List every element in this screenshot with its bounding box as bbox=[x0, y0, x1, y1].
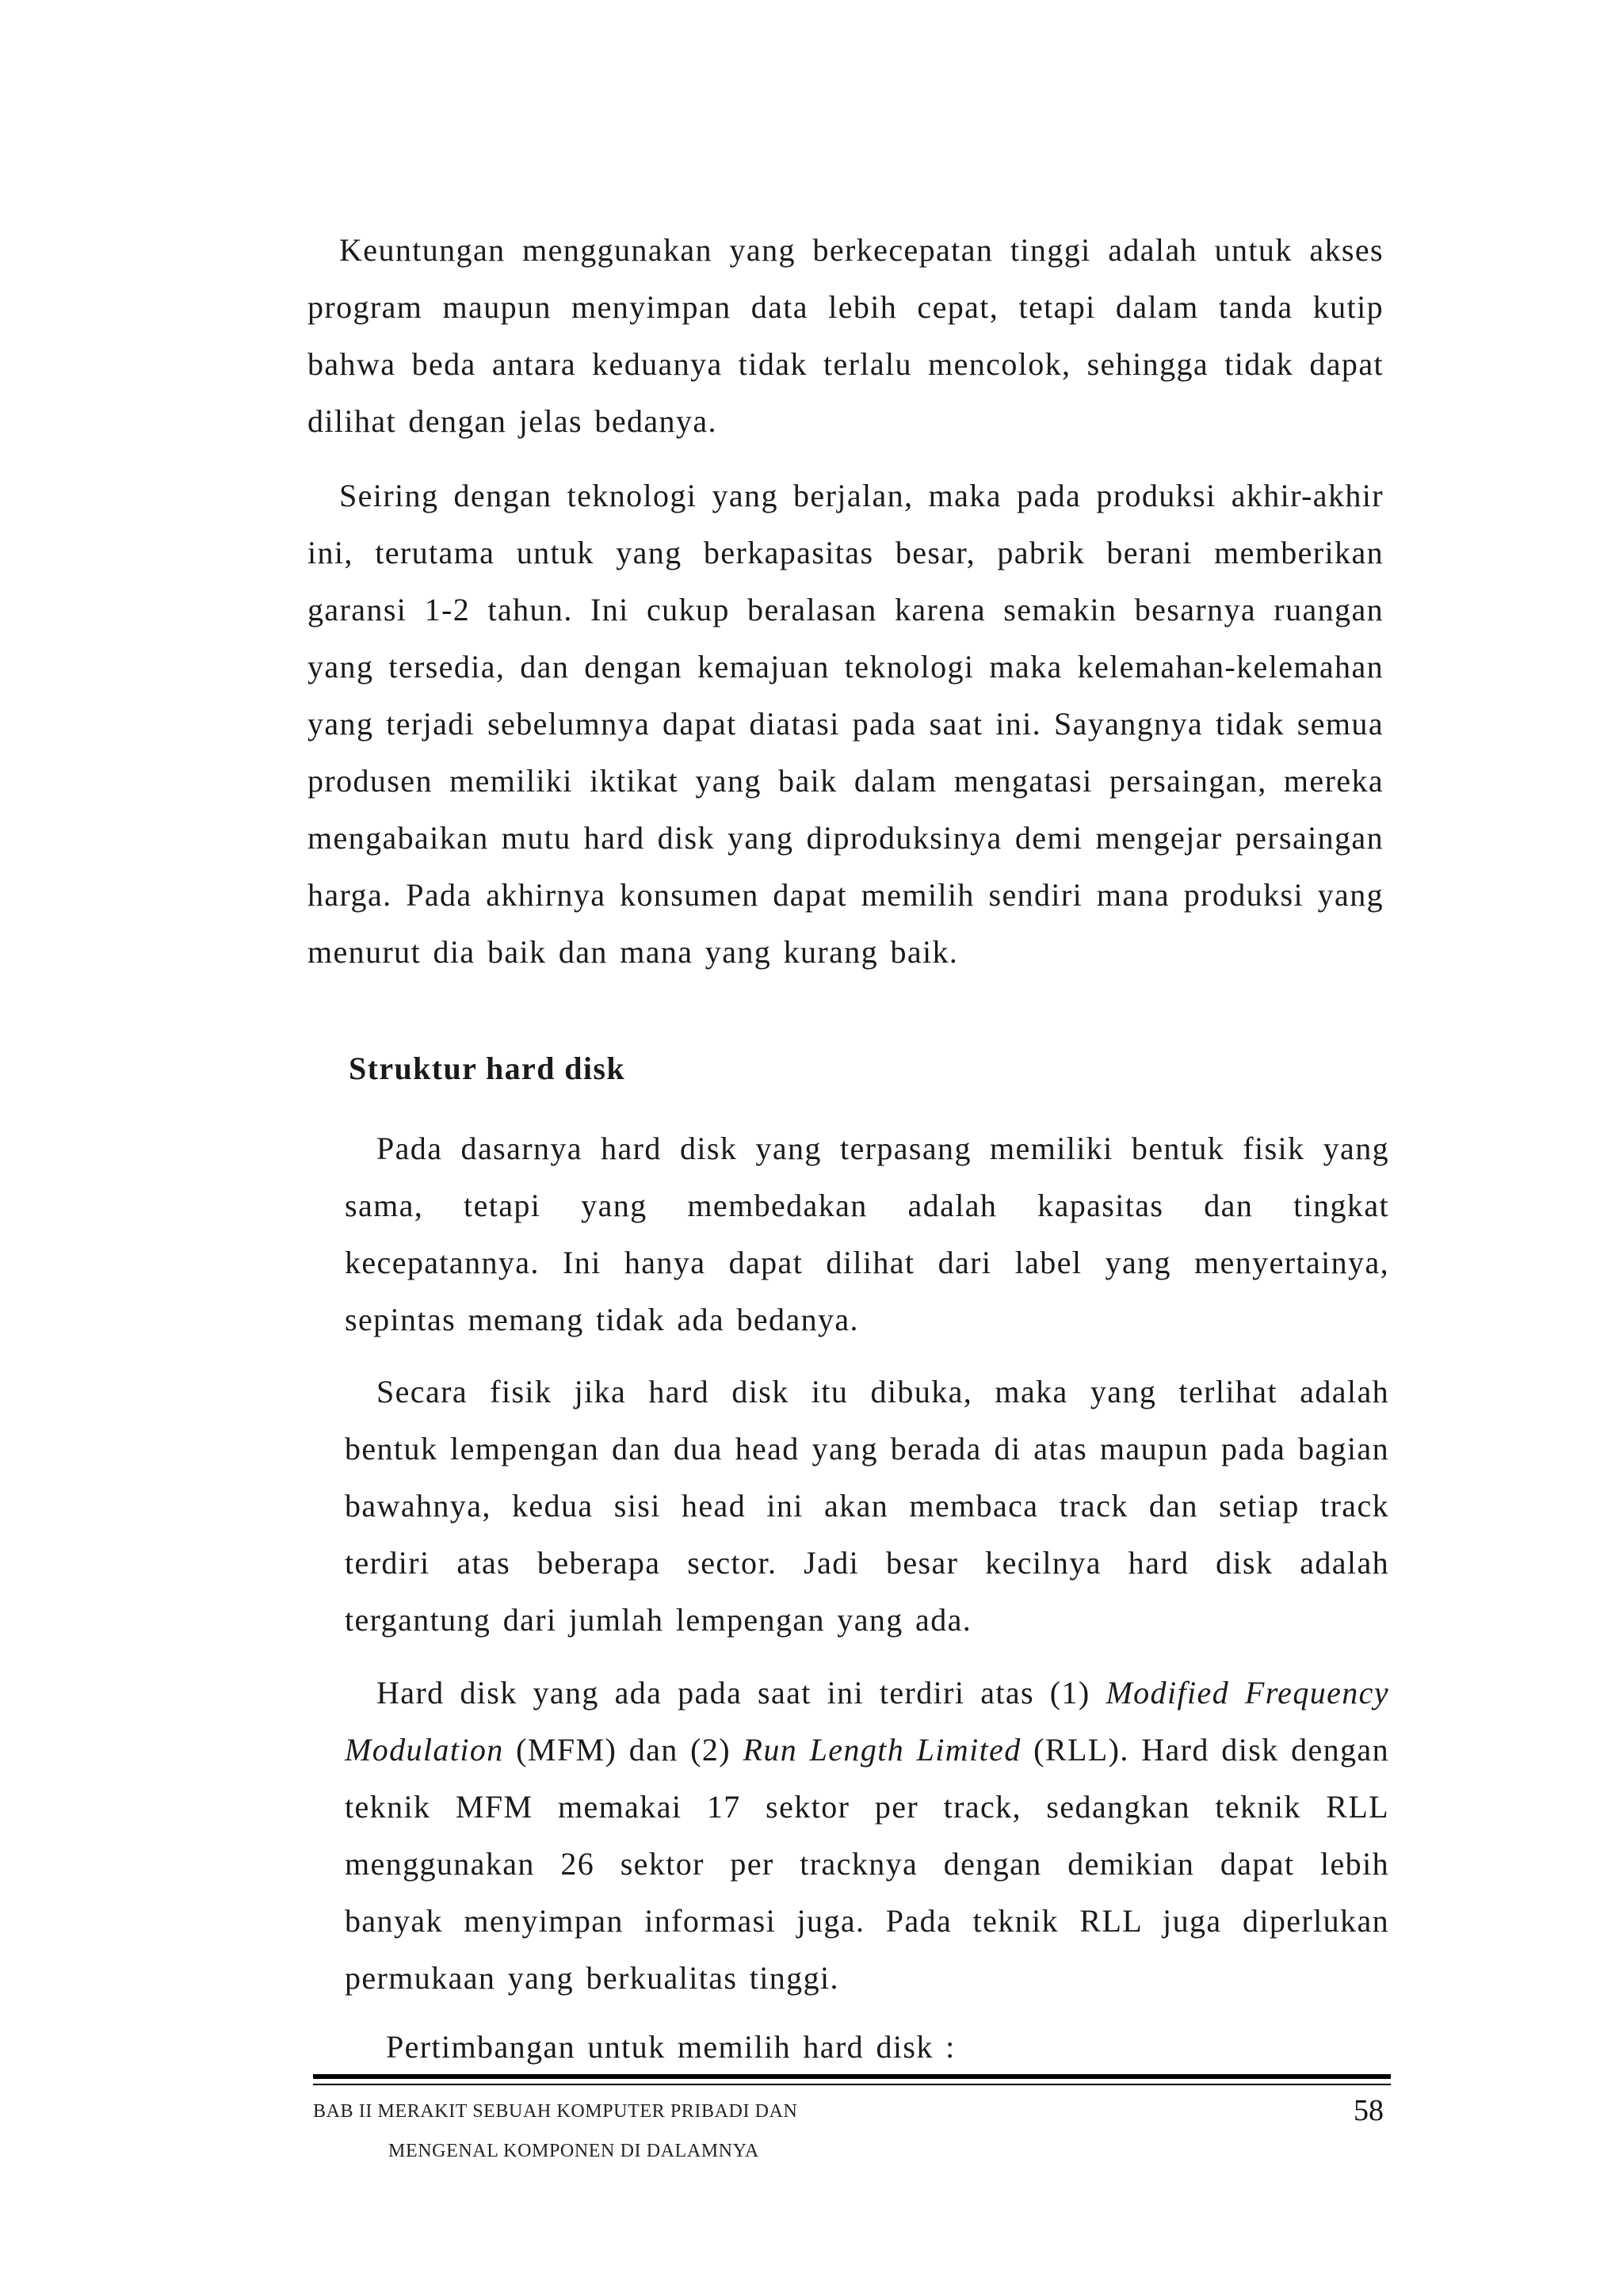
paragraph-secara-fisik bbox=[345, 1363, 1389, 1649]
paragraph-keuntungan bbox=[307, 222, 1384, 450]
footer-divider-thin bbox=[313, 2084, 1391, 2085]
footer-divider-thick bbox=[313, 2074, 1391, 2079]
paragraph-pertimbangan-text: Pertimbangan untuk memilih hard disk : bbox=[386, 2029, 956, 2065]
paragraph-seiring-text: Seiring dengan teknologi yang berjalan, maka pada produksi akhir-akhir ini, terutama untuk yang berkapasitas besar, pabrik berani memberikan garansi 1-2 tahun. Ini cukup beralasan karena semakin besarnya ruangan yang tersedia, dan dengan kemajuan teknologi maka kelemahan-kelemahan yang terjadi sebelumnya dapat diatasi pada saat ini. Sayangnya tidak semua produsen memiliki iktikat yang baik dalam mengatasi persaingan, mereka mengabaikan mutu hard disk yang diproduksinya demi mengejar persaingan harga. Pada akhirnya konsumen dapat memilih sendiri mana produksi yang menurut dia baik dan mana yang kurang baik. bbox=[307, 478, 1384, 970]
paragraph-hard-disk-types-part2: (MFM) dan (2) bbox=[503, 1732, 743, 1768]
paragraph-pada-dasarnya-text: Pada dasarnya hard disk yang terpasang memiliki bentuk fisik yang sama, tetapi yang membedakan adalah kapasitas dan tingkat kecepatannya. Ini hanya dapat dilihat dari label yang menyertainya, sepintas memang tidak ada bedanya. bbox=[345, 1131, 1389, 1337]
footer-chapter-title-line1: BAB II MERAKIT SEBUAH KOMPUTER PRIBADI DAN bbox=[313, 2101, 798, 2122]
paragraph-hard-disk-types bbox=[345, 1665, 1389, 2007]
term-run-length-limited: Run Length Limited bbox=[743, 1732, 1022, 1768]
paragraph-hard-disk-types-part3: (RLL). Hard disk dengan teknik MFM memakai 17 sektor per track, sedangkan teknik RLL menggunakan 26 sektor per tracknya dengan demikian dapat lebih banyak menyimpan informasi juga. Pada teknik RLL juga diperlukan permukaan yang berkualitas tinggi. bbox=[345, 1732, 1389, 1996]
paragraph-pada-dasarnya bbox=[345, 1120, 1389, 1348]
paragraph-pertimbangan bbox=[386, 2028, 956, 2065]
section-heading-struktur: Struktur hard disk bbox=[349, 1051, 626, 1086]
page-number: 58 bbox=[1354, 2094, 1384, 2127]
paragraph-keuntungan-text: Keuntungan menggunakan yang berkecepatan tinggi adalah untuk akses program maupun menyimpan data lebih cepat, tetapi dalam tanda kutip bahwa beda antara keduanya tidak terlalu mencolok, sehingga tidak dapat dilihat dengan jelas bedanya. bbox=[307, 232, 1384, 439]
term-modified-frequency-modulation: Modified Frequency Modulation bbox=[345, 1675, 1389, 1768]
paragraph-secara-fisik-text: Secara fisik jika hard disk itu dibuka, maka yang terlihat adalah bentuk lempengan dan dua head yang berada di atas maupun pada bagian bawahnya, kedua sisi head ini akan membaca track dan setiap track terdiri atas beberapa sector. Jadi besar kecilnya hard disk adalah tergantung dari jumlah lempengan yang ada. bbox=[345, 1374, 1389, 1638]
paragraph-seiring bbox=[307, 467, 1384, 981]
footer-chapter-title-line2: MENGENAL KOMPONEN DI DALAMNYA bbox=[388, 2141, 759, 2161]
paragraph-hard-disk-types-part1: Hard disk yang ada pada saat ini terdiri atas (1) bbox=[376, 1675, 1106, 1711]
